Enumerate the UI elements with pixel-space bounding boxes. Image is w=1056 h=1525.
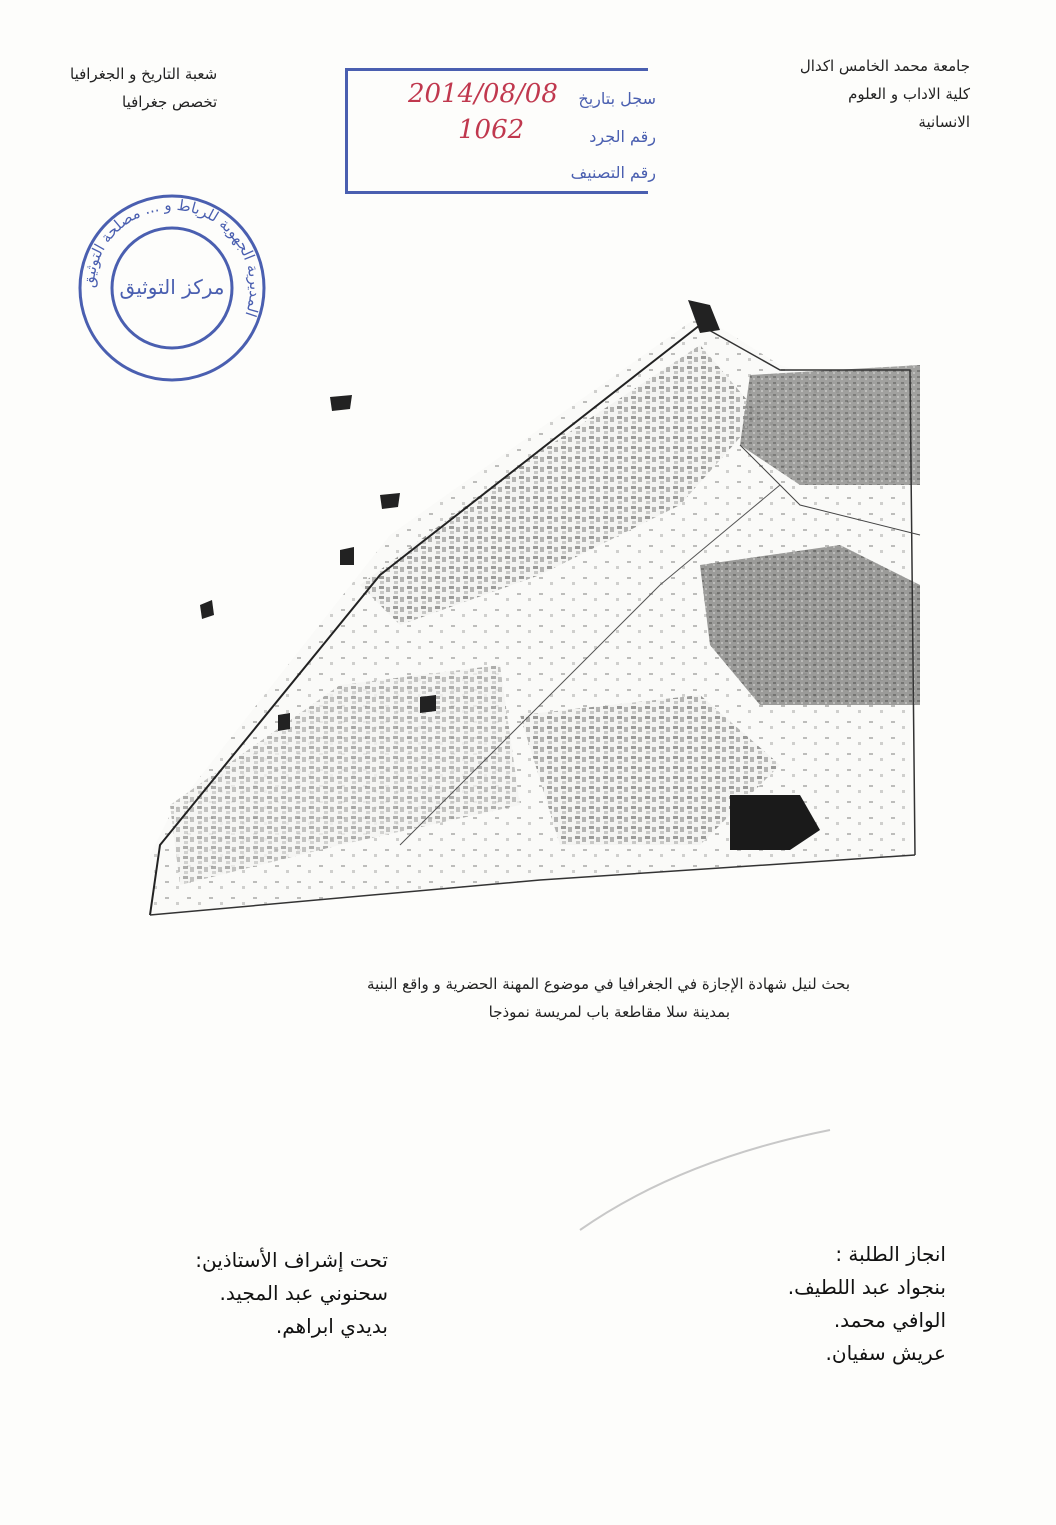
- caption-line-1: بحث لنيل شهادة الإجازة في الجغرافيا في موضوع المهنة الحضرية و واقع البنية: [367, 975, 850, 993]
- department-header: [70, 60, 217, 116]
- students-title: انجاز الطلبة :: [835, 1242, 946, 1266]
- university-header: [800, 52, 970, 136]
- student-name: الوافي محمد.: [833, 1308, 946, 1332]
- supervisors-block: [195, 1244, 388, 1343]
- stamp-classification-label: رقم التصنيف: [570, 163, 656, 182]
- stamp-inventory-value: 1062: [458, 115, 525, 145]
- registration-stamp: [345, 68, 656, 194]
- university-name: جامعة محمد الخامس اكدال: [799, 57, 970, 75]
- supervisor-name: بديدي ابراهم.: [275, 1314, 388, 1338]
- seal-center-text: مركز التوثيق: [119, 275, 225, 299]
- students-block: [788, 1238, 946, 1370]
- faculty-name-cont: الانسانية: [918, 113, 970, 131]
- scan-mark: [560, 1120, 840, 1240]
- student-name: بنجواد عبد اللطيف.: [787, 1275, 946, 1299]
- thesis-caption: [135, 970, 850, 1026]
- supervisor-name: سحنوني عبد المجيد.: [219, 1281, 388, 1305]
- aerial-photo: [140, 285, 930, 920]
- department-name: شعبة التاريخ و الجغرافيا: [70, 65, 218, 83]
- seal-ring-text: المديرية الجهوية للرباط و ... مصلحة التوثيق: [79, 195, 265, 320]
- supervisors-title: تحت إشراف الأستاذين:: [195, 1248, 388, 1272]
- faculty-name: كلية الاداب و العلوم: [848, 85, 970, 103]
- specialty-name: تخصص جغرافيا: [122, 93, 218, 111]
- stamp-date-value: 2014/08/08: [408, 79, 558, 109]
- student-name: عريش سفيان.: [825, 1341, 946, 1365]
- stamp-date-label: سجل بتاريخ: [578, 89, 656, 108]
- stamp-inventory-label: رقم الجرد: [589, 127, 656, 146]
- caption-line-2: بمدينة سلا مقاطعة باب لمريسة نموذجا: [488, 1003, 730, 1021]
